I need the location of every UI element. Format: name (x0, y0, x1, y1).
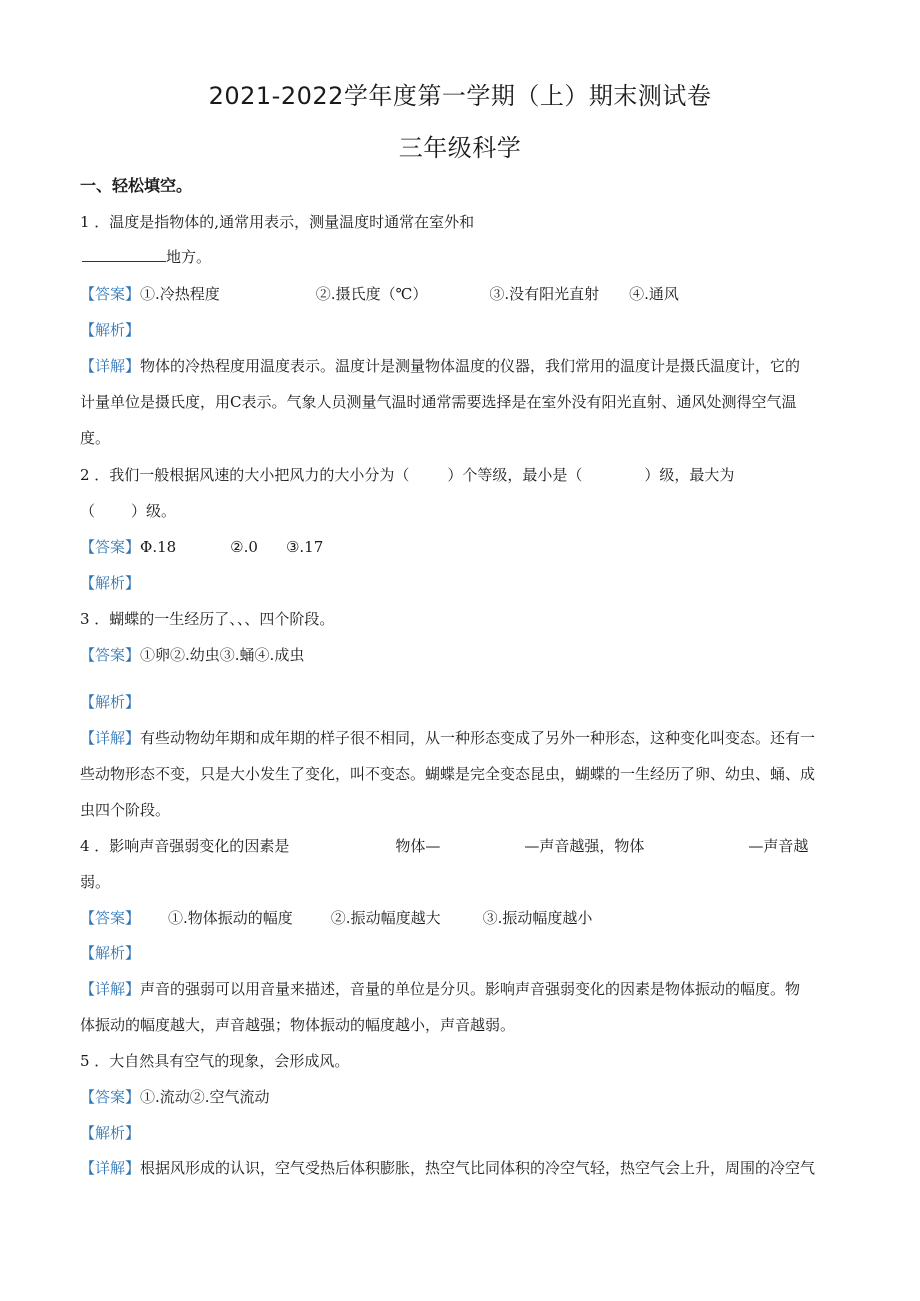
detail-5-line-1: 【详解】根据风形成的认识，空气受热后体积膨胀，热空气比同体积的冷空气轻，热空气会上升，周围的冷空气 (80, 1159, 816, 1177)
detail-4-line-1: 【详解】声音的强弱可以用音量来描述，音量的单位是分贝。影响声音强弱变化的因素是物体振动的幅度。物 (80, 980, 801, 998)
answer-label: 【答案】 (80, 646, 141, 664)
detail-1-line-3: 度。 (80, 429, 111, 447)
answer-4-part-1: ①.物体振动的幅度 (168, 909, 293, 927)
detail-3-line-3: 虫四个阶段。 (80, 801, 171, 819)
analysis-label-2: 【解析】 (80, 574, 141, 592)
answer-4-part-3: ③.振动幅度越小 (482, 909, 593, 927)
answer-3 (80, 645, 304, 665)
analysis-label-3: 【解析】 (80, 693, 141, 711)
answer-3-text: ①卵②.幼虫③.蛹④.成虫 (140, 646, 305, 664)
answer-1-part-2: ②.摄氏度（℃） (315, 285, 428, 303)
question-3: 3 ．蝴蝶的一生经历了、、、四个阶段。 (80, 610, 335, 628)
analysis-label-4: 【解析】 (80, 944, 141, 962)
answer-1-part-3: ③.没有阳光直射 (489, 285, 600, 303)
analysis-label-5: 【解析】 (80, 1124, 141, 1142)
page-title: 2021-2022学年度第一学期（上）期末测试卷 (208, 82, 712, 110)
answer-2 (80, 537, 323, 557)
detail-1-line-1: 【详解】物体的冷热程度用温度表示。温度计是测量物体温度的仪器，我们常用的温度计是摄氏温度计，它的 (80, 357, 801, 375)
question-1: 1 ．温度是指物体的,通常用表示，测量温度时通常在室外和 (80, 213, 475, 231)
question-1-continuation: 地方。 (80, 247, 211, 267)
question-2: 2 ．我们一般根据风速的大小把风力的大小分为（ ）个等级，最小是（ ）级，最大为 (80, 466, 735, 484)
section-heading: 一、轻松填空。 (80, 176, 193, 195)
answer-label: 【答案】 (80, 1088, 141, 1106)
detail-4-line-2: 体振动的幅度越大，声音越强；物体振动的幅度越小，声音越弱。 (80, 1016, 516, 1034)
answer-4 (80, 908, 592, 928)
detail-label: 【详解】 (80, 357, 141, 375)
detail-3-line-2: 些动物形态不变，只是大小发生了变化，叫不变态。蝴蝶是完全变态昆虫，蝴蝶的一生经历了卵、幼虫、蛹、成 (80, 765, 816, 783)
answer-1-part-1: ①.冷热程度 (140, 285, 220, 303)
answer-5 (80, 1087, 270, 1107)
answer-blank (82, 247, 166, 262)
detail-3-line-1: 【详解】有些动物幼年期和成年期的样子很不相同，从一种形态变成了另外一种形态，这种变化叫变态。还有一 (80, 729, 816, 747)
detail-1-line-2: 计量单位是摄氏度，用C表示。气象人员测量气温时通常需要选择是在室外没有阳光直射、通风处测得空气温 (80, 393, 797, 411)
answer-4-part-2: ②.振动幅度越大 (330, 909, 441, 927)
answer-2-part-3: ③.17 (285, 538, 324, 556)
answer-label: 【答案】 (80, 909, 141, 927)
question-2-continuation: （ ）级。 (80, 502, 177, 520)
answer-2-part-1: Φ.18 (140, 538, 177, 556)
detail-label: 【详解】 (80, 729, 141, 747)
question-5: 5 ．大自然具有空气的现象，会形成风。 (80, 1052, 350, 1070)
answer-1-part-4: ④.通风 (629, 285, 679, 303)
analysis-label-1: 【解析】 (80, 321, 141, 339)
answer-label: 【答案】 (80, 285, 141, 303)
answer-2-part-2: ②.0 (230, 538, 258, 556)
answer-label: 【答案】 (80, 538, 141, 556)
answer-1 (80, 284, 679, 304)
detail-label: 【详解】 (80, 1159, 141, 1177)
question-4-continuation: 弱。 (80, 873, 111, 891)
question-4: 4 ．影响声音强弱变化的因素是 物体— —声音越强，物体 —声音越 (80, 837, 809, 855)
detail-label: 【详解】 (80, 980, 141, 998)
answer-5-text: ①.流动②.空气流动 (140, 1088, 270, 1106)
page-subtitle: 三年级科学 (398, 134, 522, 162)
